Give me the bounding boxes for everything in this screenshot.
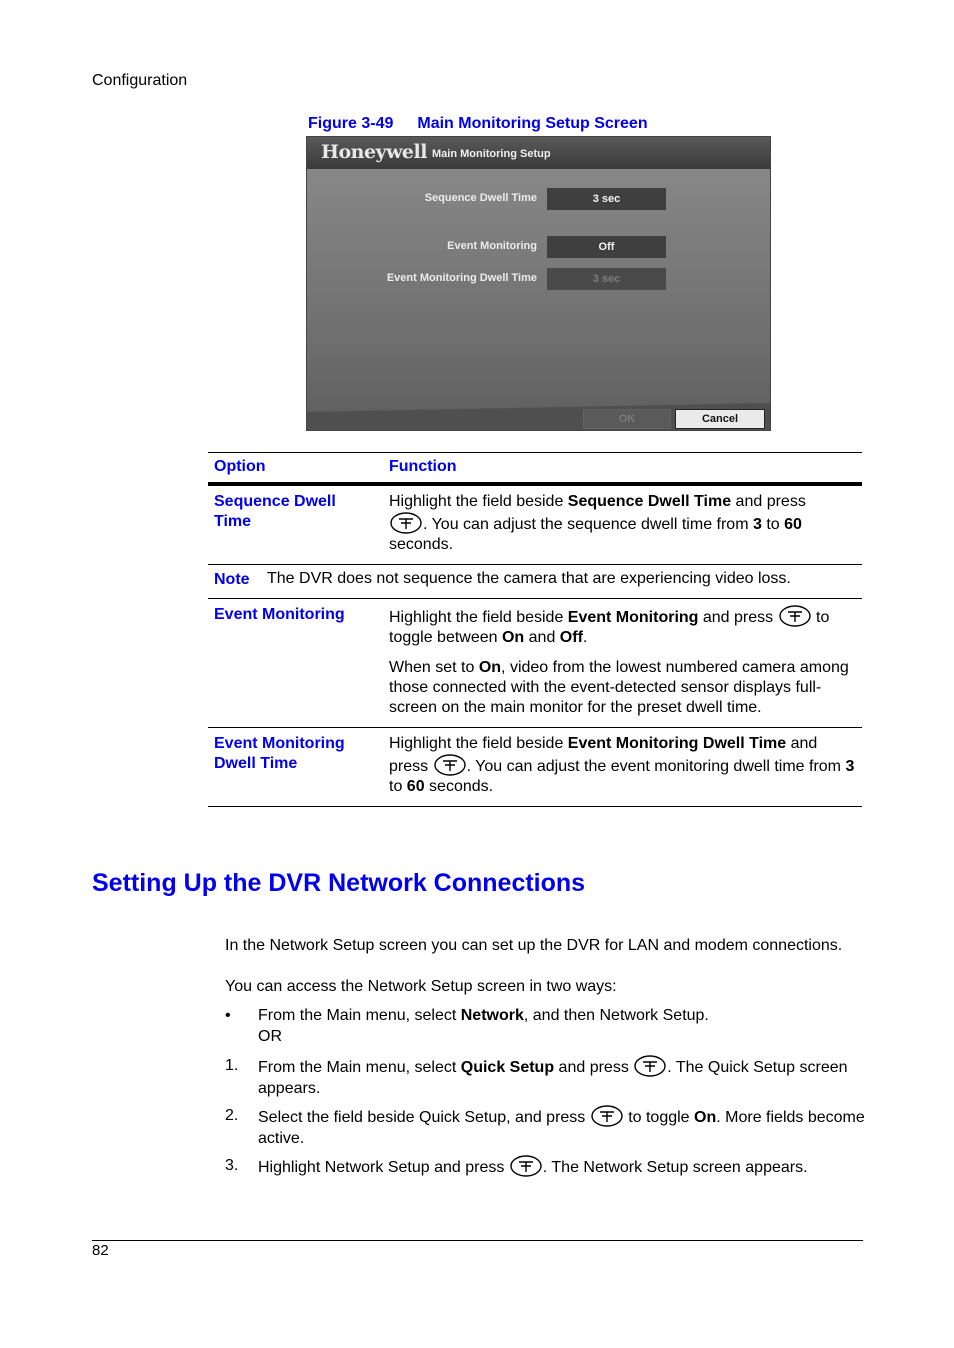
access-paragraph: You can access the Network Setup screen in two ways:	[225, 978, 617, 995]
intro-paragraph: In the Network Setup screen you can set up the DVR for LAN and modem connections.	[225, 937, 843, 954]
dvr-screenshot	[306, 136, 771, 431]
option-column-header: Option	[214, 458, 266, 475]
enter-button-icon	[390, 512, 422, 534]
enter-button-icon	[434, 754, 466, 776]
table-row	[208, 599, 862, 728]
option-name: Event Monitoring	[214, 606, 345, 623]
event-dwell-label: Event Monitoring Dwell Time	[386, 272, 537, 284]
step-number: 3.	[225, 1157, 239, 1174]
list-item: 1. From the Main menu, select Quick Setup and press . The Quick Setup screen appears.	[225, 1057, 848, 1097]
list-item: 2. Select the field beside Quick Setup, and press to toggle On. More fields become active.	[225, 1107, 865, 1147]
figure-number: Figure 3-49	[308, 115, 394, 132]
table-row	[208, 728, 862, 807]
option-name: Sequence Dwell Time	[214, 493, 336, 530]
function-column-header: Function	[389, 458, 457, 475]
list-item: 3. Highlight Network Setup and press . The Network Setup screen appears.	[225, 1157, 808, 1176]
note-text: The DVR does not sequence the camera that are experiencing video loss.	[267, 570, 791, 587]
enter-button-icon	[634, 1055, 666, 1077]
sequence-dwell-field[interactable]: 3 sec	[547, 188, 666, 210]
option-name: Event Monitoring Dwell Time	[214, 735, 345, 772]
table-row	[208, 486, 862, 565]
options-table	[208, 452, 862, 807]
sequence-dwell-label: Sequence Dwell Time	[424, 192, 537, 204]
bullet-marker: •	[225, 1007, 231, 1024]
honeywell-logo: Honeywell	[321, 141, 427, 163]
enter-button-icon	[591, 1105, 623, 1127]
dvr-screen-title: Main Monitoring Setup	[432, 148, 551, 160]
ok-button[interactable]: OK	[583, 409, 671, 429]
step-number: 1.	[225, 1057, 239, 1074]
figure-caption	[308, 115, 648, 133]
function-description: Highlight the field beside Sequence Dwell Time and press . You can adjust the sequence dwell time from 3 to 60 seconds.	[389, 493, 806, 553]
event-dwell-field[interactable]: 3 sec	[547, 268, 666, 290]
function-description: Highlight the field beside Event Monitoring Dwell Time and press . You can adjust the event monitoring dwell time from 3 to 60 seconds.	[389, 735, 855, 795]
list-item: • From the Main menu, select Network, and then Network Setup. OR	[225, 1007, 709, 1045]
note-label: Note	[214, 571, 250, 588]
figure-title: Main Monitoring Setup Screen	[417, 115, 648, 132]
enter-button-icon	[510, 1155, 542, 1177]
running-header: Configuration	[92, 72, 188, 89]
enter-button-icon	[779, 605, 811, 627]
section-heading: Setting Up the DVR Network Connections	[92, 869, 586, 897]
page-number: 82	[92, 1242, 109, 1259]
table-note	[208, 565, 862, 599]
footer-rule	[92, 1240, 863, 1241]
event-monitoring-label: Event Monitoring	[447, 240, 537, 252]
function-description: Highlight the field beside Event Monitoring and press to toggle between On and Off. When set to On, video from the lowest numbered camera among those connected with the event-detected sensor displays full-screen on the main monitor for the preset dwell time.	[389, 599, 859, 727]
dvr-title-bar	[307, 137, 770, 169]
step-number: 2.	[225, 1107, 239, 1124]
cancel-button[interactable]: Cancel	[675, 409, 765, 429]
table-header	[208, 453, 862, 486]
event-monitoring-field[interactable]: Off	[547, 236, 666, 258]
